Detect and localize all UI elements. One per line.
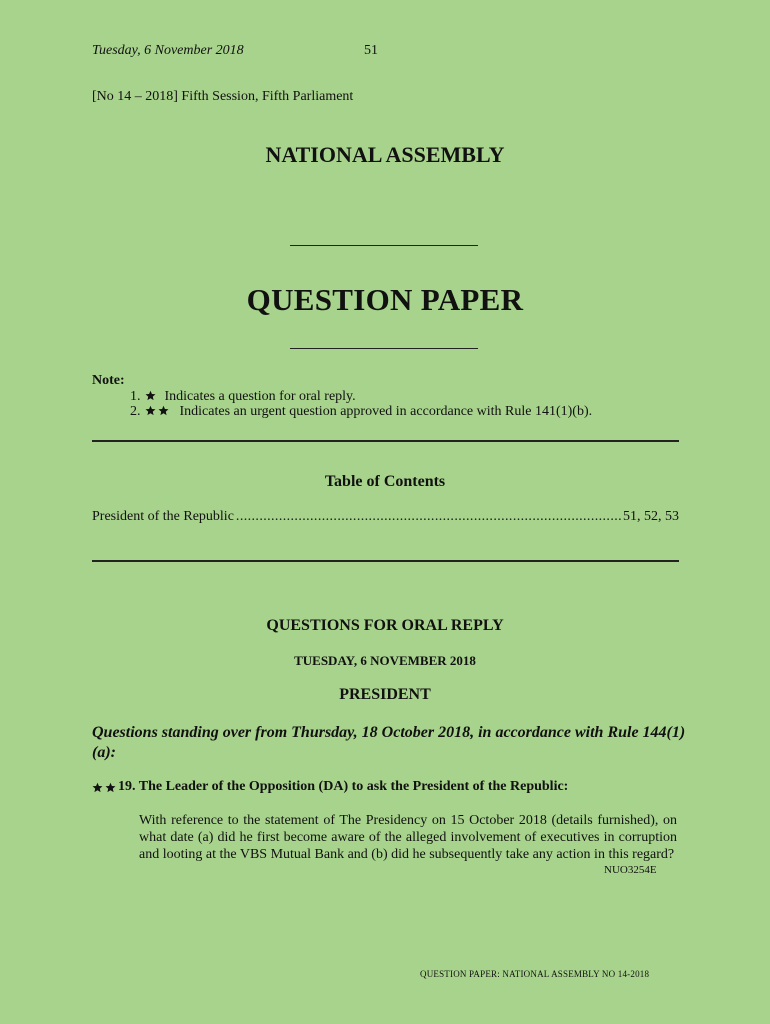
toc-entry-label: President of the Republic xyxy=(92,509,234,524)
toc-entry-pages: 51, 52, 53 xyxy=(623,509,679,524)
toc-title: Table of Contents xyxy=(324,473,446,490)
note-item-text: Indicates a question for oral reply. xyxy=(164,389,356,404)
standing-over-heading: Questions standing over from Thursday, 18 October 2018, in accordance with Rule 144(1)(a): xyxy=(92,724,686,761)
page-footer: QUESTION PAPER: NATIONAL ASSEMBLY NO 14-2018 xyxy=(420,969,650,979)
note-item-number: 2. xyxy=(130,404,141,419)
header-date: Tuesday, 6 November 2018 xyxy=(92,43,244,58)
question-reference: NUO3254E xyxy=(604,864,657,876)
double-star-icon xyxy=(145,404,169,420)
title-rule-top xyxy=(290,245,478,246)
toc-leader-dots xyxy=(236,509,621,525)
question-heading xyxy=(92,779,568,795)
assembly-title: NATIONAL ASSEMBLY xyxy=(265,142,505,167)
note-item-oral xyxy=(130,389,356,405)
title-rule-bottom xyxy=(290,348,478,349)
section-divider-top xyxy=(92,440,679,442)
single-star-icon xyxy=(145,389,156,405)
header-session: [No 14 – 2018] Fifth Session, Fifth Parliament xyxy=(92,89,354,104)
header-page-number: 51 xyxy=(364,43,378,58)
note-label: Note: xyxy=(92,373,125,388)
double-star-icon xyxy=(92,782,116,793)
question-body: With reference to the statement of The Presidency on 15 October 2018 (details furnished), on what date (a) did he first become aware of the alleged involvement of executives in corruption and looting at the VBS Mutual Bank and (b) did he subsequently take any action in this regard? xyxy=(139,813,677,862)
section-heading: PRESIDENT xyxy=(339,686,431,703)
paper-title: QUESTION PAPER xyxy=(246,282,524,317)
note-item-urgent xyxy=(130,404,592,420)
note-item-number: 1. xyxy=(130,389,141,404)
section-title: QUESTIONS FOR ORAL REPLY xyxy=(266,617,504,634)
question-heading-text: 19. The Leader of the Opposition (DA) to ask the President of the Republic: xyxy=(118,779,569,794)
note-item-text: Indicates an urgent question approved in accordance with Rule 141(1)(b). xyxy=(179,404,593,419)
section-date: TUESDAY, 6 NOVEMBER 2018 xyxy=(294,653,476,668)
toc-entry-president[interactable] xyxy=(92,509,679,525)
section-divider-bottom xyxy=(92,560,679,562)
